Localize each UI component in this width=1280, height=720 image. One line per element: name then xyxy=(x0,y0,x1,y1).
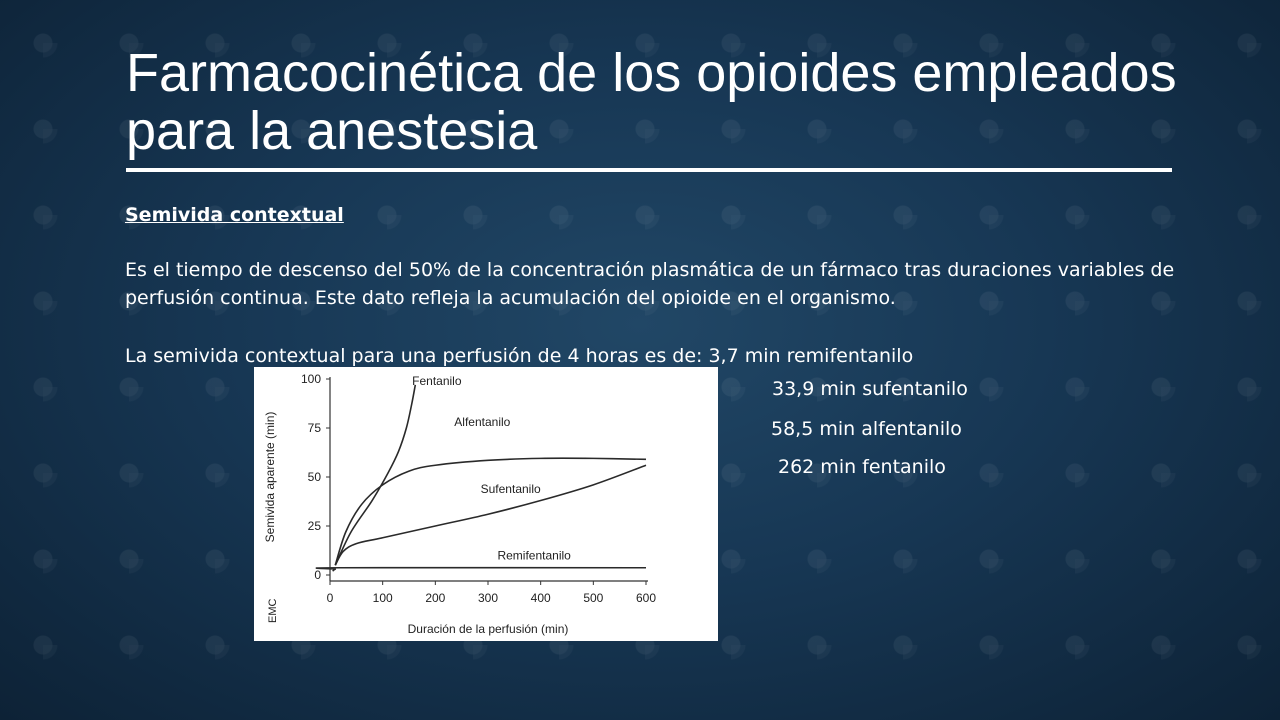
series-line-fentanilo xyxy=(335,385,415,565)
x-tick-label: 400 xyxy=(530,591,551,605)
slide-title: Farmacocinética de los opioides empleados para la anestesia xyxy=(126,43,1177,161)
definition-paragraph: Es el tiempo de descenso del 50% de la concentración plasmática de un fármaco tras duraciones variables de perfusión continua. Este dato refleja la acumulación del opioide en el organismo. xyxy=(125,259,1175,309)
value-fentanilo: 262 min fentanilo xyxy=(778,456,946,478)
x-axis-label: Duración de la perfusión (min) xyxy=(407,622,569,636)
series-line-remifentanilo xyxy=(316,568,646,571)
y-tick-label: 100 xyxy=(300,372,321,386)
series-line-alfentanilo xyxy=(335,458,646,565)
x-tick-label: 0 xyxy=(326,591,334,605)
series-line-sufentanilo xyxy=(335,465,646,565)
series-label-sufentanilo: Sufentanilo xyxy=(480,481,541,496)
value-sufentanilo: 33,9 min sufentanilo xyxy=(772,378,968,400)
y-tick-label: 50 xyxy=(307,470,321,484)
section-heading: Semivida contextual xyxy=(125,204,344,226)
y-axis-label: Semivida aparente (min) xyxy=(263,411,277,543)
series-label-remifentanilo: Remifentanilo xyxy=(497,548,571,563)
y-tick-label: 0 xyxy=(314,568,321,582)
half-life-chart xyxy=(254,367,718,641)
chart-svg xyxy=(254,367,718,641)
context-paragraph: La semivida contextual para una perfusión de 4 horas es de: 3,7 min remifentanilo xyxy=(125,345,914,367)
series-label-fentanilo: Fentanilo xyxy=(412,373,462,388)
y-tick-label: 25 xyxy=(307,519,321,533)
series-label-alfentanilo: Alfentanilo xyxy=(454,415,511,430)
x-tick-label: 500 xyxy=(583,591,604,605)
x-tick-label: 300 xyxy=(477,591,499,605)
x-tick-label: 200 xyxy=(425,591,446,605)
value-alfentanilo: 58,5 min alfentanilo xyxy=(771,418,962,440)
y-tick-label: 75 xyxy=(307,421,321,435)
watermark: EMC xyxy=(267,598,279,623)
x-tick-label: 100 xyxy=(372,591,393,605)
x-tick-label: 600 xyxy=(635,591,657,605)
title-underline xyxy=(126,168,1172,172)
